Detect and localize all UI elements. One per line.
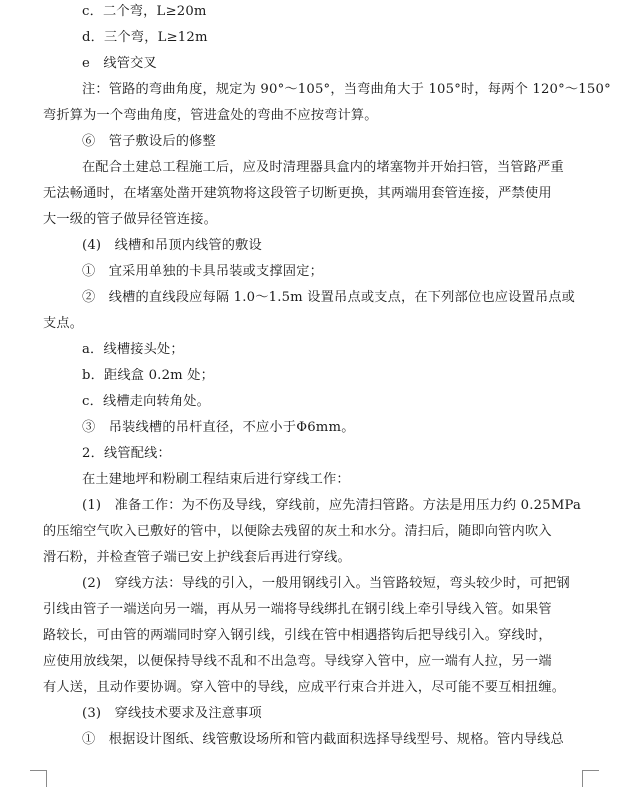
text-line: (3) 穿线技术要求及注意事项 bbox=[82, 706, 262, 721]
text-line: 大一级的管子做异径管连接。 bbox=[43, 212, 218, 227]
text-line: 支点。 bbox=[43, 316, 84, 331]
text-line: b．距线盒 0.2m 处； bbox=[82, 368, 215, 383]
text-line: (4) 线槽和吊顶内线管的敷设 bbox=[82, 238, 262, 253]
text-line: a．线槽接头处； bbox=[82, 342, 184, 357]
text-line: (1) 准备工作：为不伤及导线，穿线前，应先清扫管路。方法是用压力约 0.25MPa bbox=[82, 498, 582, 513]
text-line: ⑥ 管子敷设后的修整 bbox=[82, 134, 216, 149]
text-line: 有人送，且动作要协调。穿入管中的导线，应成平行束合并进入，尽可能不要互相扭缠。 bbox=[43, 680, 566, 695]
text-line: 注：管路的弯曲角度，规定为 90°～105°，当弯曲角大于 105°时，每两个 120°～150° bbox=[82, 82, 611, 97]
text-line: ① 宜采用单独的卡具吊装或支撑固定； bbox=[82, 264, 323, 279]
text-line: ② 线槽的直线段应每隔 1.0～1.5m 设置吊点或支点，在下列部位也应设置吊点或 bbox=[82, 290, 576, 305]
text-line: c．二个弯，L≥20m bbox=[82, 4, 207, 19]
text-line: 滑石粉，并检查管子端已安上护线套后再进行穿线。 bbox=[43, 550, 351, 565]
text-line: ③ 吊装线槽的吊杆直径，不应小于Φ6mm。 bbox=[82, 420, 355, 435]
text-line: 引线由管子一端送向另一端，再从另一端将导线绑扎在钢引线上牵引导线入管。如果管 bbox=[43, 602, 552, 617]
text-line: 无法畅通时，在堵塞处凿开建筑物将这段管子切断更换，其两端用套管连接，严禁使用 bbox=[43, 186, 552, 201]
text-line: c．线槽走向转角处。 bbox=[82, 394, 211, 409]
text-line: (2) 穿线方法：导线的引入，一般用钢线引入。当管路较短，弯头较少时，可把钢 bbox=[82, 576, 570, 591]
text-line: ① 根据设计图纸、线管敷设场所和管内截面积选择导线型号、规格。管内导线总 bbox=[82, 732, 564, 747]
text-line: 在配合土建总工程施工后，应及时清理器具盒内的堵塞物并开始扫管，当管路严重 bbox=[82, 160, 564, 175]
page-corner-mark-right bbox=[582, 770, 599, 787]
text-line: e 线管交叉 bbox=[82, 56, 157, 71]
text-line: 路较长，可由管的两端同时穿入钢引线，引线在管中相遇搭钩后把导线引入。穿线时， bbox=[43, 628, 552, 643]
page-corner-mark-left bbox=[30, 770, 47, 787]
text-line: 在土建地坪和粉刷工程结束后进行穿线工作： bbox=[82, 472, 350, 487]
text-line: 应使用放线架，以便保持导线不乱和不出急弯。导线穿入管中，应一端有人拉，另一端 bbox=[43, 654, 552, 669]
text-line: 弯折算为一个弯曲角度，管进盒处的弯曲不应按弯计算。 bbox=[43, 108, 378, 123]
text-line: d．三个弯，L≥12m bbox=[82, 30, 208, 45]
text-line: 的压缩空气吹入已敷好的管中，以便除去残留的灰土和水分。清扫后，随即向管内吹入 bbox=[43, 524, 552, 539]
text-line: 2．线管配线： bbox=[82, 446, 171, 461]
